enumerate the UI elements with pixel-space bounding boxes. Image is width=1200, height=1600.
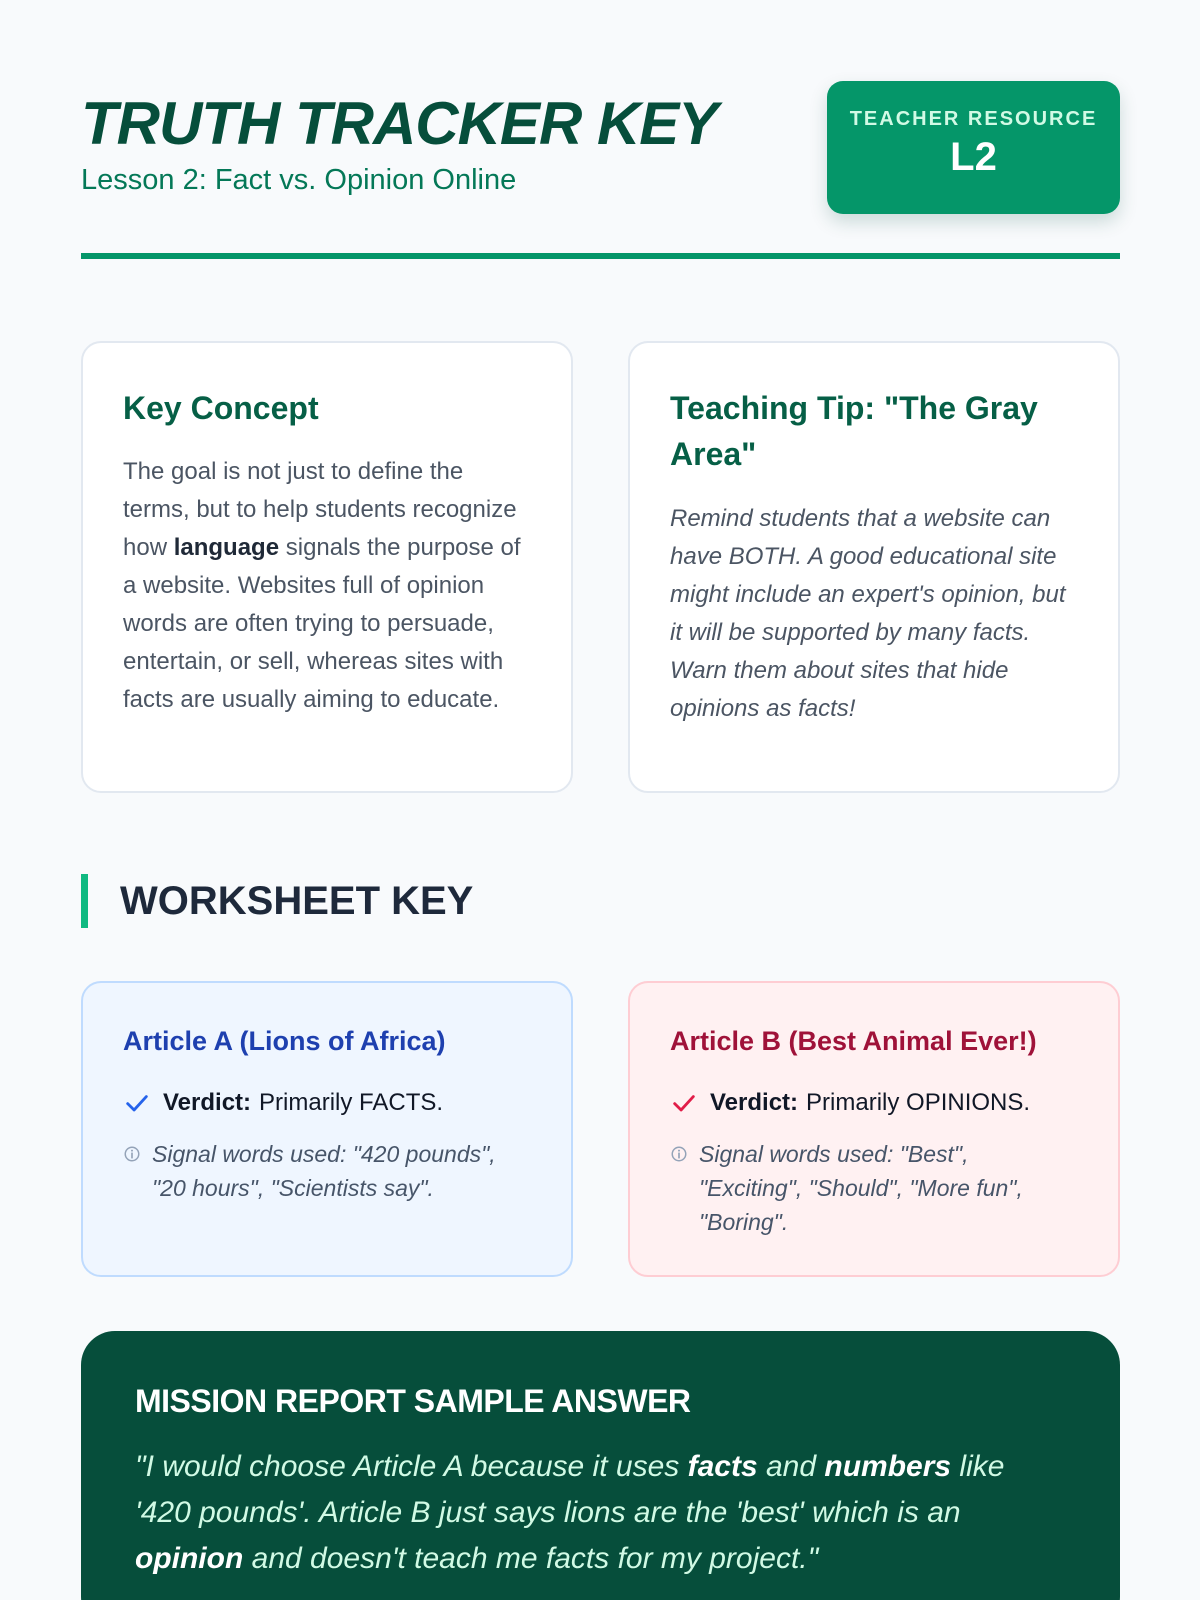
key-concept-text-1: The goal is not just to define the terms, but to help students recognize how [123,458,517,562]
article-a-card [81,981,573,1277]
mission-report-title: MISSION REPORT SAMPLE ANSWER [135,1383,691,1419]
key-concept-text-2: signals the purpose of a website. Websites full of opinion words are often trying to persuade, entertain, or sell, whereas sites with facts are usually aiming to educate. [123,534,521,714]
page-title: TRUTH TRACKER KEY [81,90,718,157]
worksheet-key-title: WORKSHEET KEY [120,879,474,923]
article-b-verdict [670,1087,1078,1119]
mission-text-1: "I would choose Article A because it uses [135,1450,688,1483]
worksheet-key-heading [81,874,473,928]
mission-report-answer [135,1444,1066,1582]
article-a-title: Article A (Lions of Africa) [123,1026,446,1056]
badge-label: TEACHER RESOURCE [849,108,1098,130]
header [81,81,1120,261]
mission-text-2: and [757,1450,825,1483]
mission-text-4: and doesn't teach me facts for my project." [243,1542,819,1575]
verdict-label: Verdict: [710,1089,799,1117]
check-icon [670,1089,698,1117]
signal-words-text: Signal words used: "Best", "Exciting", "Should", "More fun", "Boring". [699,1141,1023,1236]
info-icon [123,1145,141,1163]
header-divider [81,253,1120,259]
teaching-tip-title: Teaching Tip: "The Gray Area" [670,390,1038,473]
mission-bold-opinion: opinion [135,1542,244,1575]
key-concept-card [81,341,573,793]
article-b-signal-words [670,1137,1078,1239]
mission-bold-facts: facts [687,1450,758,1483]
teaching-tip-card [628,341,1120,793]
article-b-title: Article B (Best Animal Ever!) [670,1026,1037,1056]
page-subtitle: Lesson 2: Fact vs. Opinion Online [81,164,517,196]
badge-code: L2 [950,135,997,179]
article-b-card [628,981,1120,1277]
check-icon [123,1089,151,1117]
mission-text-3: like '420 pounds'. Article B just says lions are the 'best' which is an [135,1450,1005,1529]
teacher-resource-badge [827,81,1120,214]
verdict-value: Primarily OPINIONS. [806,1089,1031,1117]
mission-bold-numbers: numbers [824,1450,952,1483]
mission-report-panel [81,1331,1120,1600]
teaching-tip-body: Remind students that a website can have BOTH. A good educational site might include an expert's opinion, but it will be supported by many facts. Warn them about sites that hide opinions as facts! [670,504,1066,722]
key-concept-body [123,453,531,719]
article-a-verdict [123,1087,531,1119]
info-icon [670,1145,688,1163]
verdict-value: Primarily FACTS. [259,1089,444,1117]
key-concept-bold-word: language [173,534,280,562]
article-a-signal-words [123,1137,531,1205]
key-concept-title: Key Concept [123,390,319,426]
verdict-label: Verdict: [163,1089,252,1117]
signal-words-text: Signal words used: "420 pounds", "20 hours", "Scientists say". [152,1141,496,1202]
